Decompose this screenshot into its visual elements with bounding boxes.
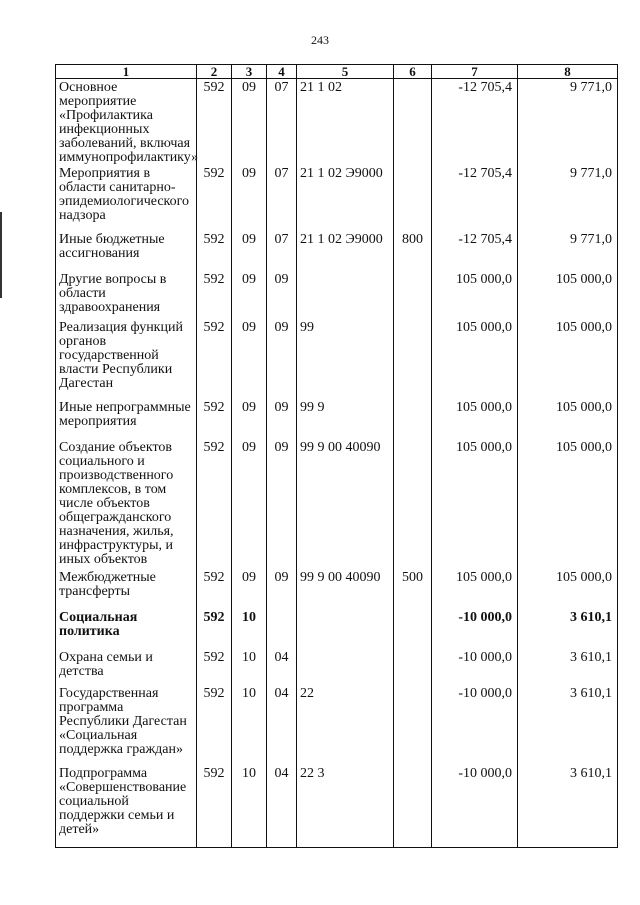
col-7-cell: -12 705,4 — [432, 165, 518, 231]
col-header-5: 5 — [297, 65, 394, 79]
col-6-cell — [394, 609, 432, 649]
col-8-cell: 3 610,1 — [518, 765, 618, 848]
col-4-cell — [267, 609, 297, 649]
col-6-cell — [394, 79, 432, 166]
col-5-cell: 99 9 — [297, 399, 394, 439]
col-3-cell: 10 — [232, 765, 267, 848]
table-row — [56, 685, 618, 765]
col-3-cell: 09 — [232, 231, 267, 271]
col-3-cell: 10 — [232, 609, 267, 649]
col-6-cell — [394, 271, 432, 319]
table-row — [56, 231, 618, 271]
col-2-cell: 592 — [197, 165, 232, 231]
col-2-cell: 592 — [197, 399, 232, 439]
col-2-cell: 592 — [197, 685, 232, 765]
budget-table — [55, 64, 618, 848]
row-name-cell: Государственная программа Республики Дагестан «Социальная поддержка граждан» — [56, 685, 197, 765]
col-2-cell: 592 — [197, 79, 232, 166]
col-header-7: 7 — [432, 65, 518, 79]
col-2-cell: 592 — [197, 319, 232, 399]
col-4-cell: 07 — [267, 79, 297, 166]
col-4-cell: 09 — [267, 439, 297, 569]
col-6-cell — [394, 685, 432, 765]
table-row — [56, 765, 618, 848]
col-3-cell: 09 — [232, 439, 267, 569]
col-6-cell — [394, 765, 432, 848]
col-4-cell: 07 — [267, 165, 297, 231]
col-7-cell: -12 705,4 — [432, 79, 518, 166]
col-6-cell — [394, 649, 432, 685]
col-8-cell: 105 000,0 — [518, 439, 618, 569]
col-5-cell — [297, 271, 394, 319]
table-row — [56, 649, 618, 685]
table-row — [56, 165, 618, 231]
col-7-cell: -10 000,0 — [432, 765, 518, 848]
col-8-cell: 3 610,1 — [518, 649, 618, 685]
col-7-cell: 105 000,0 — [432, 569, 518, 609]
col-7-cell: -12 705,4 — [432, 231, 518, 271]
row-name-cell: Другие вопросы в области здравоохранения — [56, 271, 197, 319]
col-3-cell: 09 — [232, 319, 267, 399]
table-row — [56, 271, 618, 319]
row-name-cell: Реализация функций органов государственной власти Республики Дагестан — [56, 319, 197, 399]
col-2-cell: 592 — [197, 649, 232, 685]
col-3-cell: 09 — [232, 271, 267, 319]
row-name-cell: Подпрограмма «Совершенствование социальной поддержки семьи и детей» — [56, 765, 197, 848]
row-name-cell: Создание объектов социального и производственного комплексов, в том числе объектов общегражданского назначения, жилья, инфраструктуры, и иных объектов — [56, 439, 197, 569]
col-4-cell: 09 — [267, 271, 297, 319]
col-header-4: 4 — [267, 65, 297, 79]
col-3-cell: 09 — [232, 399, 267, 439]
col-2-cell: 592 — [197, 271, 232, 319]
row-name-cell: Социальная политика — [56, 609, 197, 649]
col-5-cell: 21 1 02 Э9000 — [297, 231, 394, 271]
col-7-cell: -10 000,0 — [432, 685, 518, 765]
col-8-cell: 105 000,0 — [518, 319, 618, 399]
col-6-cell — [394, 165, 432, 231]
col-4-cell: 07 — [267, 231, 297, 271]
col-6-cell — [394, 319, 432, 399]
col-3-cell: 09 — [232, 569, 267, 609]
col-2-cell: 592 — [197, 231, 232, 271]
col-8-cell: 105 000,0 — [518, 569, 618, 609]
table-row — [56, 569, 618, 609]
table-row — [56, 399, 618, 439]
table-header-row — [56, 65, 618, 79]
col-6-cell — [394, 439, 432, 569]
col-4-cell: 09 — [267, 569, 297, 609]
scan-edge-mark — [0, 212, 2, 298]
col-4-cell: 09 — [267, 319, 297, 399]
col-header-1: 1 — [56, 65, 197, 79]
col-4-cell: 04 — [267, 685, 297, 765]
col-7-cell: -10 000,0 — [432, 609, 518, 649]
table-row — [56, 439, 618, 569]
col-8-cell: 3 610,1 — [518, 609, 618, 649]
row-name-cell: Иные бюджетные ассигнования — [56, 231, 197, 271]
col-5-cell: 99 9 00 40090 — [297, 569, 394, 609]
col-3-cell: 10 — [232, 685, 267, 765]
col-6-cell: 800 — [394, 231, 432, 271]
row-name-cell: Мероприятия в области санитарно-эпидемиологического надзора — [56, 165, 197, 231]
col-5-cell: 21 1 02 Э9000 — [297, 165, 394, 231]
table-row — [56, 319, 618, 399]
col-header-6: 6 — [394, 65, 432, 79]
col-8-cell: 9 771,0 — [518, 231, 618, 271]
col-7-cell: 105 000,0 — [432, 399, 518, 439]
col-7-cell: -10 000,0 — [432, 649, 518, 685]
col-5-cell — [297, 609, 394, 649]
col-8-cell: 105 000,0 — [518, 399, 618, 439]
col-2-cell: 592 — [197, 609, 232, 649]
col-header-8: 8 — [518, 65, 618, 79]
col-2-cell: 592 — [197, 765, 232, 848]
table-row — [56, 79, 618, 166]
col-8-cell: 9 771,0 — [518, 165, 618, 231]
col-5-cell: 22 3 — [297, 765, 394, 848]
col-8-cell: 9 771,0 — [518, 79, 618, 166]
col-5-cell: 99 — [297, 319, 394, 399]
col-header-3: 3 — [232, 65, 267, 79]
col-4-cell: 04 — [267, 765, 297, 848]
col-4-cell: 04 — [267, 649, 297, 685]
table-row — [56, 609, 618, 649]
col-4-cell: 09 — [267, 399, 297, 439]
col-2-cell: 592 — [197, 439, 232, 569]
col-3-cell: 09 — [232, 79, 267, 166]
col-3-cell: 09 — [232, 165, 267, 231]
col-8-cell: 105 000,0 — [518, 271, 618, 319]
col-7-cell: 105 000,0 — [432, 271, 518, 319]
col-6-cell: 500 — [394, 569, 432, 609]
col-header-2: 2 — [197, 65, 232, 79]
col-2-cell: 592 — [197, 569, 232, 609]
col-5-cell — [297, 649, 394, 685]
col-8-cell: 3 610,1 — [518, 685, 618, 765]
page-number: 243 — [311, 33, 329, 47]
col-3-cell: 10 — [232, 649, 267, 685]
col-7-cell: 105 000,0 — [432, 439, 518, 569]
row-name-cell: Иные непрограммные мероприятия — [56, 399, 197, 439]
row-name-cell: Основное мероприятие «Профилактика инфекционных заболеваний, включая иммунопрофилактику» — [56, 79, 197, 166]
col-5-cell: 22 — [297, 685, 394, 765]
row-name-cell: Охрана семьи и детства — [56, 649, 197, 685]
row-name-cell: Межбюджетные трансферты — [56, 569, 197, 609]
col-5-cell: 99 9 00 40090 — [297, 439, 394, 569]
col-6-cell — [394, 399, 432, 439]
col-7-cell: 105 000,0 — [432, 319, 518, 399]
col-5-cell: 21 1 02 — [297, 79, 394, 166]
